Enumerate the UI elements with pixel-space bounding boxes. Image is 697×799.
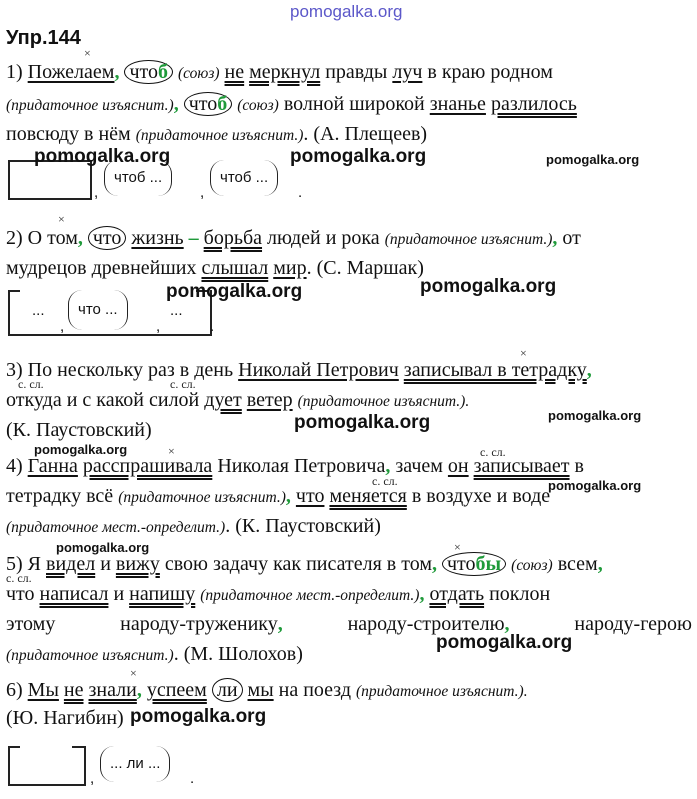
scheme-main-clause bbox=[8, 746, 86, 786]
conjunctive-word-mark: с. сл. bbox=[480, 445, 506, 459]
sentence-2-line-2: мудрецов древнейших слышал мир. (С. Маршак) bbox=[6, 257, 424, 279]
watermark: pomogalka.org bbox=[420, 276, 557, 297]
scheme-subordinate-clause: чтоб ... bbox=[210, 160, 278, 196]
watermark-top: pomogalka.org bbox=[290, 2, 403, 21]
watermark: pomogalka.org bbox=[546, 152, 640, 167]
stress-mark: × bbox=[168, 444, 175, 458]
exercise-title: Упр.144 bbox=[6, 27, 81, 49]
stress-mark: × bbox=[130, 666, 137, 680]
stress-mark: × bbox=[84, 46, 91, 60]
conjunction-circle: чтоб bbox=[184, 92, 233, 116]
sentence-3-line-3: (К. Паустовский) bbox=[6, 419, 152, 441]
particle-circle: ли bbox=[212, 678, 243, 702]
sentence-3-line-1: 3) По нескольку раз в день Николай Петрович записывал в тетрадку, bbox=[6, 359, 592, 381]
conjunctive-word-mark: с. сл. bbox=[18, 377, 44, 391]
sentence-5-line-2: что написал и напишу (придаточное мест.-определит.), отдать поклон bbox=[6, 583, 551, 605]
sentence-2-line-1: 2) О том, что жизнь – борьба людей и рока (придаточное изъяснит.), от bbox=[6, 227, 581, 249]
sentence-6-line-1: 6) Мы не знали, успеем ли мы на поезд (придаточное изъяснит.). bbox=[6, 679, 528, 701]
sentence-1-line-2: (придаточное изъяснит.), чтоб (союз) волной широкой знанье разлилось bbox=[6, 93, 577, 115]
watermark: pomogalka.org bbox=[34, 442, 128, 457]
conjunction-circle: чтобы bbox=[442, 552, 506, 576]
scheme-subordinate-clause: чтоб ... bbox=[104, 160, 172, 196]
stress-mark: × bbox=[454, 540, 461, 554]
watermark: pomogalka.org bbox=[130, 706, 267, 727]
watermark: pomogalka.org bbox=[548, 478, 642, 493]
conjunctive-word-mark: с. сл. bbox=[170, 377, 196, 391]
sentence-4-line-1: 4) Ганна расспрашивала Николая Петровича, зачем он записывает в bbox=[6, 455, 584, 477]
sentence-3-line-2: откуда и с какой силой дует ветер (придаточное изъяснит.). bbox=[6, 389, 470, 411]
watermark: pomogalka.org bbox=[56, 540, 150, 555]
conjunction-circle: чтоб bbox=[124, 60, 173, 84]
sentence-1-line-3: повсюду в нём (придаточное изъяснит.). (А. Плещеев) bbox=[6, 123, 428, 145]
sentence-6-line-2: (Ю. Нагибин) bbox=[6, 707, 124, 729]
watermark: pomogalka.org bbox=[166, 281, 303, 302]
sentence-5-line-3: этому народу-труженику, народу-строителю, народу-герою bbox=[6, 613, 692, 635]
watermark: pomogalka.org bbox=[34, 146, 171, 167]
conjunctive-word-mark: с. сл. bbox=[372, 474, 398, 488]
stress-mark: × bbox=[58, 212, 65, 226]
sentence-4-line-2: тетрадку всё (придаточное изъяснит.), что меняется в воздухе и воде bbox=[6, 485, 551, 507]
watermark: pomogalka.org bbox=[290, 146, 427, 167]
watermark: pomogalka.org bbox=[294, 412, 431, 433]
watermark: pomogalka.org bbox=[548, 408, 642, 423]
stress-mark: × bbox=[520, 346, 527, 360]
scheme-subordinate-clause: ... ли ... bbox=[100, 746, 170, 782]
watermark: pomogalka.org bbox=[436, 632, 573, 653]
scheme-subordinate-clause: что ... bbox=[68, 290, 128, 330]
sentence-1-line-1: 1) Пожелаем, чтоб (союз) не меркнул правды луч в краю родном bbox=[6, 61, 553, 83]
sentence-5-line-4: (придаточное изъяснит.). (М. Шолохов) bbox=[6, 643, 303, 665]
sentence-4-line-3: (придаточное мест.-определит.). (К. Паустовский) bbox=[6, 515, 381, 537]
sentence-5-line-1: 5) Я видел и вижу свою задачу как писателя в том, чтобы (союз) всем, bbox=[6, 553, 603, 575]
conjunction-circle: что bbox=[88, 226, 127, 250]
conjunctive-word-mark: с. сл. bbox=[6, 571, 32, 585]
predicate: Пожелаем bbox=[27, 61, 115, 83]
